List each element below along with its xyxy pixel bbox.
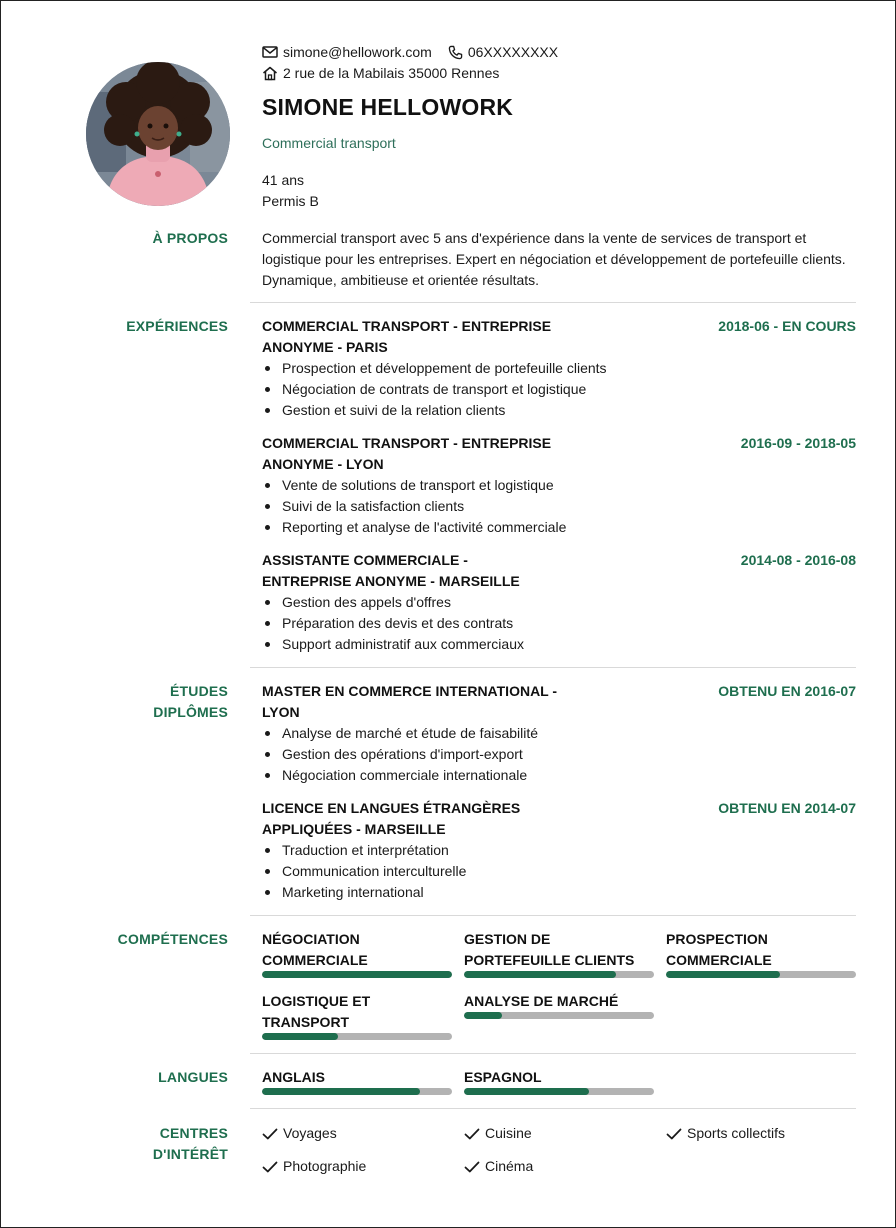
check-icon xyxy=(262,1127,278,1141)
check-icon xyxy=(262,1160,278,1174)
bullet-list xyxy=(262,592,524,655)
email-line xyxy=(262,44,558,60)
divider xyxy=(250,302,856,303)
skill-name-line: LOGISTIQUE ET xyxy=(262,993,371,1009)
entry-title xyxy=(262,798,562,840)
entry-title xyxy=(262,550,562,592)
interest-label: Photographie xyxy=(283,1158,367,1174)
section-label-line: DIPLÔMES xyxy=(153,704,228,720)
skill-item xyxy=(262,929,452,971)
entry-title-line: MASTER EN COMMERCE INTERNATIONAL - xyxy=(262,683,558,699)
bullet-list xyxy=(262,358,607,421)
list-item: Communication interculturelle xyxy=(262,861,466,882)
language-level-fill xyxy=(464,1088,589,1095)
section-label-line: ÉTUDES xyxy=(170,683,228,699)
skill-name xyxy=(262,991,452,1033)
interest-item xyxy=(464,1156,533,1177)
skill-level-fill xyxy=(262,1033,338,1040)
bullet-list xyxy=(262,723,538,786)
email-text: simone@hellowork.com xyxy=(283,44,432,60)
language-level-fill xyxy=(262,1088,420,1095)
interest-item xyxy=(262,1123,337,1144)
language-name: ANGLAIS xyxy=(262,1069,325,1085)
skill-name xyxy=(464,929,654,971)
skill-name-line: NÉGOCIATION xyxy=(262,931,360,947)
language-level-bar xyxy=(262,1088,452,1095)
section-label-experience: EXPÉRIENCES xyxy=(126,318,228,334)
interest-label: Cinéma xyxy=(485,1158,534,1174)
interest-item xyxy=(666,1123,785,1144)
skill-item xyxy=(464,991,654,1012)
envelope-icon xyxy=(262,45,278,59)
list-item: Marketing international xyxy=(262,882,466,903)
language-item xyxy=(464,1067,654,1088)
skill-name xyxy=(262,929,452,971)
section-label-skills: COMPÉTENCES xyxy=(117,931,228,947)
entry-title-line: ASSISTANTE COMMERCIALE - xyxy=(262,552,468,568)
section-label-line: CENTRES xyxy=(159,1125,228,1141)
section-label-line: D'INTÉRÊT xyxy=(152,1146,228,1162)
list-item: Négociation commerciale internationale xyxy=(262,765,538,786)
skill-level-bar xyxy=(262,1033,452,1040)
entry-title-line: COMMERCIAL TRANSPORT - ENTREPRISE xyxy=(262,435,552,451)
skill-level-fill xyxy=(464,971,616,978)
entry-date: OBTENU EN 2014-07 xyxy=(718,800,856,816)
list-item: Traduction et interprétation xyxy=(262,840,466,861)
avatar-illustration xyxy=(86,62,230,206)
skill-name-line: GESTION DE xyxy=(464,931,551,947)
entry-title-line: LICENCE EN LANGUES ÉTRANGÈRES xyxy=(262,800,521,816)
entry-date: OBTENU EN 2016-07 xyxy=(718,683,856,699)
skill-level-fill xyxy=(666,971,780,978)
entry-title-line: ANONYME - LYON xyxy=(262,456,384,472)
entry-title xyxy=(262,433,562,475)
check-icon xyxy=(464,1127,480,1141)
check-icon xyxy=(464,1160,480,1174)
phone-text: 06XXXXXXXX xyxy=(467,44,559,60)
list-item: Suivi de la satisfaction clients xyxy=(262,496,566,517)
skill-name-line: PORTEFEUILLE CLIENTS xyxy=(464,952,635,968)
list-item: Gestion des opérations d'import-export xyxy=(262,744,538,765)
check-icon xyxy=(666,1127,682,1141)
section-label-about: À PROPOS xyxy=(152,230,228,246)
divider xyxy=(250,1108,856,1109)
list-item: Gestion et suivi de la relation clients xyxy=(262,400,607,421)
address-text: 2 rue de la Mabilais 35000 Rennes xyxy=(283,65,500,81)
language-name: ESPAGNOL xyxy=(464,1069,542,1085)
home-icon xyxy=(262,66,278,81)
interest-label: Voyages xyxy=(283,1125,337,1141)
entry-title xyxy=(262,316,562,358)
list-item: Négociation de contrats de transport et logistique xyxy=(262,379,607,400)
address-line xyxy=(262,65,499,81)
skill-item xyxy=(262,991,452,1033)
list-item: Vente de solutions de transport et logistique xyxy=(262,475,566,496)
bullet-list xyxy=(262,840,466,903)
section-label-education xyxy=(153,681,228,723)
entry-date: 2014-08 - 2016-08 xyxy=(740,552,856,568)
list-item: Analyse de marché et étude de faisabilité xyxy=(262,723,538,744)
skill-level-bar xyxy=(464,1012,654,1019)
candidate-name: SIMONE HELLOWORK xyxy=(262,94,514,120)
list-item: Support administratif aux commerciaux xyxy=(262,634,524,655)
skill-level-bar xyxy=(262,971,452,978)
entry-title-line: ENTREPRISE ANONYME - MARSEILLE xyxy=(262,573,520,589)
list-item: Prospection et développement de portefeuille clients xyxy=(262,358,607,379)
interest-label: Cuisine xyxy=(485,1125,532,1141)
skill-level-fill xyxy=(464,1012,502,1019)
skill-name-line: PROSPECTION xyxy=(666,931,768,947)
entry-title-line: COMMERCIAL TRANSPORT - ENTREPRISE xyxy=(262,318,552,334)
skill-item xyxy=(464,929,654,971)
job-title: Commercial transport xyxy=(262,135,396,151)
interest-item xyxy=(262,1156,366,1177)
skill-name-line: COMMERCIALE xyxy=(666,952,772,968)
skill-name xyxy=(464,991,654,1012)
list-item: Préparation des devis et des contrats xyxy=(262,613,524,634)
divider xyxy=(250,667,856,668)
age: 41 ans xyxy=(262,172,305,188)
interest-item xyxy=(464,1123,532,1144)
skill-name-line: TRANSPORT xyxy=(262,1014,350,1030)
entry-title-line: LYON xyxy=(262,704,300,720)
section-label-languages: LANGUES xyxy=(158,1069,228,1085)
entry-title-line: APPLIQUÉES - MARSEILLE xyxy=(262,821,446,837)
entry-date: 2016-09 - 2018-05 xyxy=(740,435,856,451)
interest-label: Sports collectifs xyxy=(687,1125,786,1141)
entry-title xyxy=(262,681,562,723)
bullet-list xyxy=(262,475,566,538)
phone-icon xyxy=(448,45,463,60)
language-level-bar xyxy=(464,1088,654,1095)
skill-level-bar xyxy=(666,971,856,978)
list-item: Gestion des appels d'offres xyxy=(262,592,524,613)
skill-level-bar xyxy=(464,971,654,978)
avatar xyxy=(86,62,230,206)
driving-license: Permis B xyxy=(262,193,319,209)
divider xyxy=(250,915,856,916)
entry-title-line: ANONYME - PARIS xyxy=(262,339,388,355)
skill-name xyxy=(666,929,856,971)
skill-level-fill xyxy=(262,971,452,978)
divider xyxy=(250,1053,856,1054)
skill-item xyxy=(666,929,856,971)
list-item: Reporting et analyse de l'activité commerciale xyxy=(262,517,566,538)
entry-date: 2018-06 - EN COURS xyxy=(718,318,856,334)
language-item xyxy=(262,1067,452,1088)
skill-name-line: COMMERCIALE xyxy=(262,952,368,968)
skill-name-line: ANALYSE DE MARCHÉ xyxy=(464,993,619,1009)
section-label-interests xyxy=(153,1123,228,1165)
about-text: Commercial transport avec 5 ans d'expérience dans la vente de services de transport et logistique pour les entreprises. Expert en négociation et développement de portefeuille clients. Dynamique, ambitieuse et orientée résultats. xyxy=(262,230,846,288)
